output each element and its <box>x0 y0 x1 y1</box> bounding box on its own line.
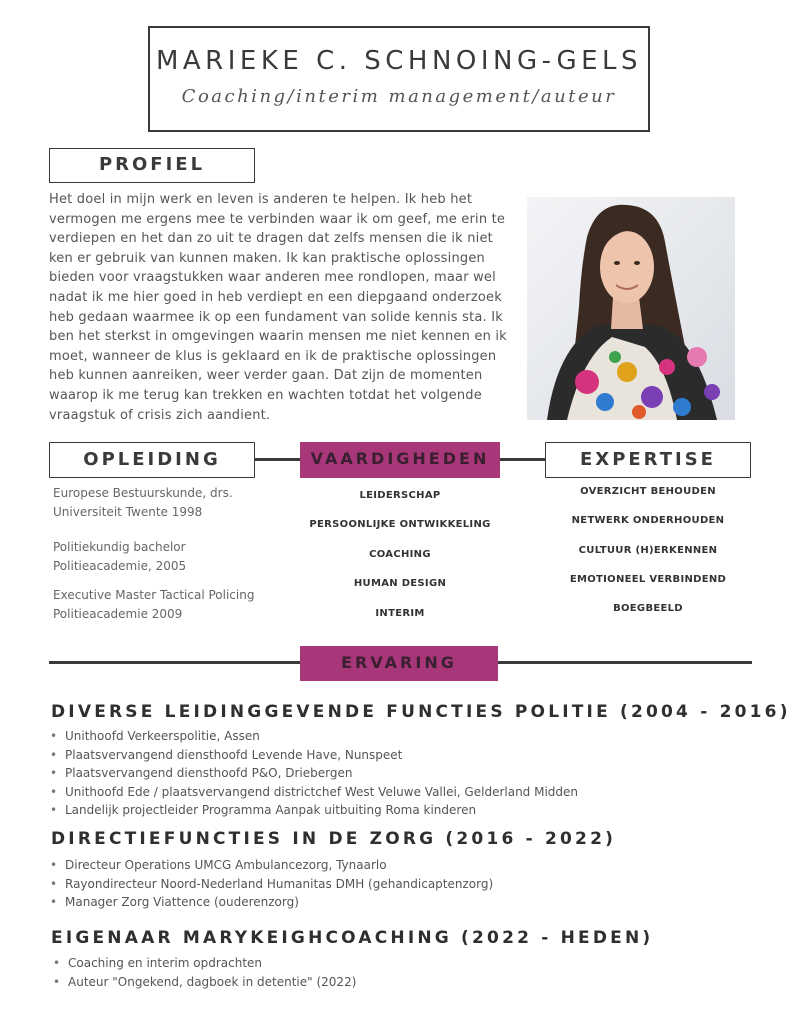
education-item <box>53 586 293 624</box>
expertise-item: CULTUUR (H)ERKENNEN <box>578 545 718 556</box>
experience-list <box>49 856 493 912</box>
education-item <box>53 538 293 576</box>
person-name: MARIEKE C. SCHNOING-GELS <box>155 46 643 76</box>
list-item: • Auteur "Ongekend, dagboek in detentie" (2022) <box>52 973 356 992</box>
expertise-item: BOEGBEELD <box>613 603 683 614</box>
education-item <box>53 484 293 522</box>
list-item: • Manager Zorg Viattence (ouderenzorg) <box>49 893 493 912</box>
skill-item: PERSOONLIJKE ONTWIKKELING <box>309 519 491 530</box>
education-degree: Executive Master Tactical Policing <box>53 588 255 602</box>
education-institution: Politieacademie, 2005 <box>53 559 187 573</box>
list-item: • Directeur Operations UMCG Ambulancezorg, Tynaarlo <box>49 856 493 875</box>
skill-item: INTERIM <box>375 608 425 619</box>
experience-title: DIRECTIEFUNCTIES IN DE ZORG (2016 - 2022) <box>51 829 617 849</box>
profile-heading: PROFIEL <box>49 148 255 183</box>
portrait-illustration <box>527 197 735 420</box>
education-degree: Politiekundig bachelor <box>53 540 186 554</box>
skill-item: HUMAN DESIGN <box>353 578 447 589</box>
divider-line <box>500 458 545 461</box>
skill-item: COACHING <box>369 549 431 560</box>
list-item: • Rayondirecteur Noord-Nederland Humanitas DMH (gehandicaptenzorg) <box>49 875 493 894</box>
skills-heading: VAARDIGHEDEN <box>300 442 500 478</box>
list-item: • Unithoofd Verkeerspolitie, Assen <box>49 727 578 746</box>
person-subtitle: Coaching/interim management/auteur <box>181 86 617 107</box>
list-item: • Plaatsvervangend diensthoofd Levende Have, Nunspeet <box>49 746 578 765</box>
profile-photo <box>527 197 735 420</box>
experience-heading: ERVARING <box>300 646 498 681</box>
profile-text: Het doel in mijn werk en leven is anderen te helpen. Ik heb het vermogen me ergens mee te verbinden waar ik om geef, me erin te verdiepen en het dan zo uit te dragen dat zelfs mensen die ik niet ken er gebruik van kunnen maken. Ik kan praktische oplossingen bieden voor vraagstukken waar anderen mee rondlopen, maar wel nadat ik me hier goed in heb verdiept en een diepgaand onderzoek heb gedaan waarmee ik op een fundament van solide kennis sta. Ik ben het sterkst in omgevingen waarin mensen me niet kennen en ik moet, wanneer de klus is geklaard en ik de praktische oplossingen heb kunnen aanreiken, weer verder gaan. Dat zijn de momenten waarop ik me terug kan trekken en wachten totdat het volgende vraagstuk of crisis zich aandient. <box>49 192 507 423</box>
list-item: • Landelijk projectleider Programma Aanpak uitbuiting Roma kinderen <box>49 801 578 820</box>
experience-title: EIGENAAR MARYKEIGHCOACHING (2022 - HEDEN) <box>51 928 654 948</box>
experience-title: DIVERSE LEIDINGGEVENDE FUNCTIES POLITIE (2004 - 2016) <box>51 702 791 722</box>
expertise-item: EMOTIONEEL VERBINDEND <box>569 574 727 585</box>
experience-list <box>49 727 578 820</box>
education-degree: Europese Bestuurskunde, drs. <box>53 486 233 500</box>
list-item: • Coaching en interim opdrachten <box>52 954 356 973</box>
expertise-heading: EXPERTISE <box>545 442 751 478</box>
expertise-item: OVERZICHT BEHOUDEN <box>580 486 716 497</box>
list-item: • Plaatsvervangend diensthoofd P&O, Driebergen <box>49 764 578 783</box>
divider-line <box>255 458 300 461</box>
skill-item: LEIDERSCHAP <box>359 490 441 501</box>
list-item: • Unithoofd Ede / plaatsvervangend districtchef West Veluwe Vallei, Gelderland Midden <box>49 783 578 802</box>
education-institution: Universiteit Twente 1998 <box>53 505 203 519</box>
expertise-item: NETWERK ONDERHOUDEN <box>571 515 725 526</box>
name-frame <box>148 26 650 132</box>
education-institution: Politieacademie 2009 <box>53 607 183 621</box>
experience-list <box>52 954 356 991</box>
education-heading: OPLEIDING <box>49 442 255 478</box>
